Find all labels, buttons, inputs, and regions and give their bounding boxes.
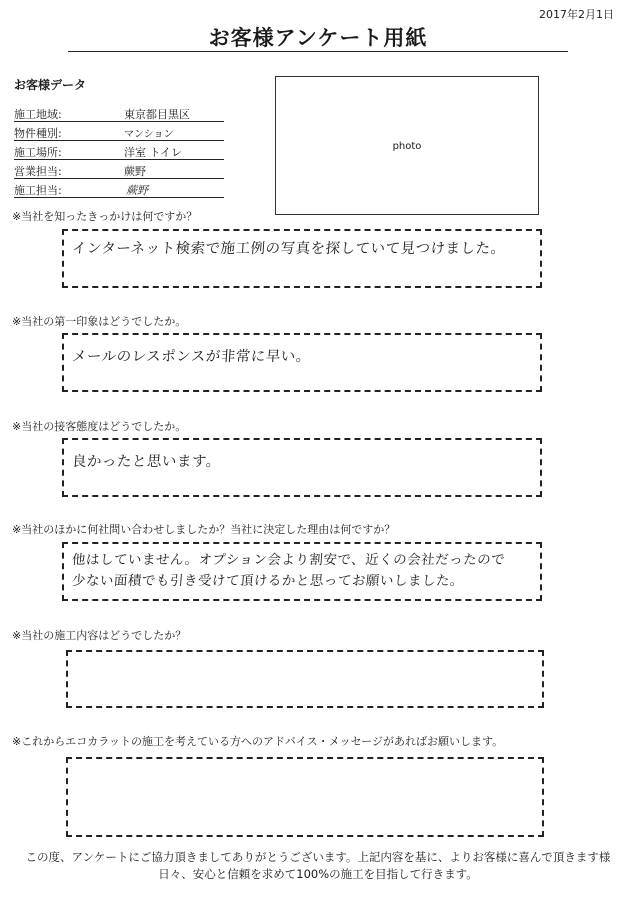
info-row-sales-rep — [14, 161, 224, 179]
photo-placeholder — [275, 76, 539, 215]
footer-note — [0, 849, 636, 883]
question-6: ※これからエコカラットの施工を考えている方へのアドバイス・メッセージがあればお願いします。 — [12, 735, 504, 748]
info-label: 施工場所: — [14, 146, 62, 159]
answer-box-2 — [62, 333, 542, 392]
title-underline — [68, 51, 568, 52]
info-label: 営業担当: — [14, 165, 62, 178]
info-label: 施工地域: — [14, 108, 62, 121]
answer-box-5 — [66, 650, 544, 708]
footer-line-2: 日々、安心と信頼を求めて100%の施工を目指して行きます。 — [158, 867, 478, 881]
question-3: ※当社の接客態度はどうでしたか。 — [12, 420, 187, 433]
answer-box-1 — [62, 229, 542, 288]
info-row-area — [14, 104, 224, 122]
answer-4-line-2: 少ない面積でも引き受けて頂けるかと思ってお願いしました。 — [71, 573, 465, 589]
info-row-property-type — [14, 123, 224, 141]
question-2: ※当社の第一印象はどうでしたか。 — [12, 315, 187, 328]
info-value: マンション — [124, 129, 174, 140]
info-row-location — [14, 142, 224, 160]
page-title: お客様アンケート用紙 — [208, 26, 428, 50]
question-1: ※当社を知ったきっかけは何ですか？ — [12, 210, 198, 223]
answer-2-text: メールのレスポンスが非常に早い。 — [71, 349, 312, 365]
info-label: 物件種別: — [14, 127, 62, 140]
answer-box-4 — [62, 542, 542, 601]
answer-box-3 — [62, 438, 542, 497]
answer-3-text: 良かったと思います。 — [71, 454, 222, 470]
survey-date: 2017年2月1日 — [539, 8, 614, 21]
question-4: ※当社のほかに何社問い合わせしましたか？当社に決定した理由は何ですか？ — [12, 523, 396, 536]
answer-1-text: インターネット検索で施工例の写真を探していて見つけました。 — [71, 241, 507, 257]
info-value: 蕨野 — [124, 165, 146, 178]
installer-signature: 蕨野 — [126, 184, 148, 197]
info-value: 洋室 トイレ — [124, 146, 182, 159]
info-label: 施工担当: — [14, 184, 62, 197]
info-row-installer — [14, 180, 224, 198]
info-value: 東京都目黒区 — [124, 108, 190, 121]
photo-label: photo — [392, 141, 422, 152]
answer-box-6 — [66, 757, 544, 837]
question-5: ※当社の施工内容はどうでしたか？ — [12, 629, 187, 642]
answer-4-line-1: 他はしていません。オプション会より割安で、近くの会社だったので — [71, 552, 506, 568]
customer-data-heading: お客様データ — [14, 78, 87, 92]
footer-line-1: この度、アンケートにご協力頂きましてありがとうございます。上記内容を基に、よりお客様に喜んで頂きます様 — [25, 850, 611, 864]
